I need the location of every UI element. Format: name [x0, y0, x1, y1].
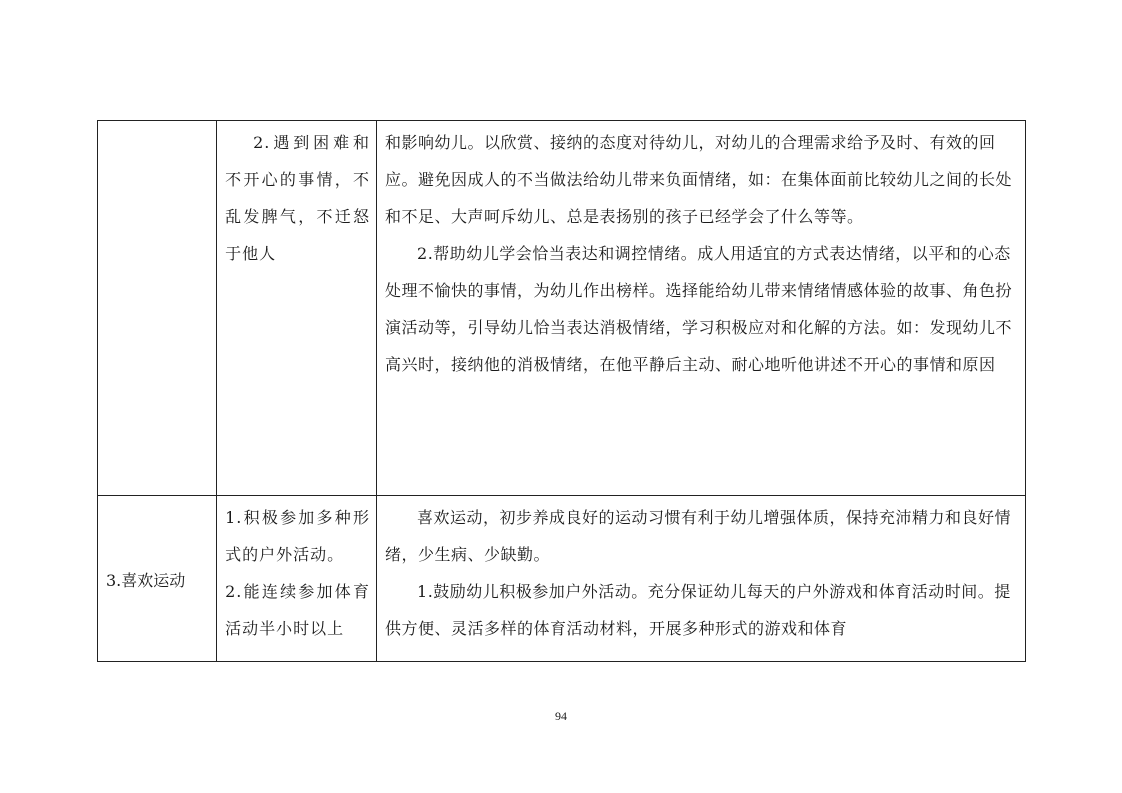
guidance-paragraph: 2.帮助幼儿学会恰当表达和调控情绪。成人用适宜的方式表达情绪，以平和的心态处理不愉快的事情，为幼儿作出榜样。选择能给幼儿带来情绪情感体验的故事、角色扮演活动等，引导幼儿恰当表达消极情绪，学习积极应对和化解的方法。如：发现幼儿不高兴时，接纳他的消极情绪，在他平静后主动、耐心地听他讲述不开心的事情和原因	[385, 244, 1013, 374]
category-cell	[98, 121, 217, 496]
page-number: 94	[555, 709, 567, 723]
goal-line: 于他人	[225, 244, 277, 263]
goal-line: 活动半小时以上	[225, 619, 345, 638]
guidance-paragraph: 喜欢运动，初步养成良好的运动习惯有利于幼儿增强体质，保持充沛精力和良好情绪，少生病、少缺勤。	[385, 508, 1012, 564]
table-row	[98, 121, 1026, 496]
category-cell	[98, 496, 217, 662]
category-label: 3.喜欢运动	[106, 570, 186, 590]
goal-line: 2.能连续参加体育	[225, 582, 371, 601]
table-row	[98, 496, 1026, 662]
guidance-cell	[377, 121, 1026, 496]
goal-cell	[217, 121, 377, 496]
goal-cell	[217, 496, 377, 662]
goal-line: 式的户外活动。	[225, 545, 345, 564]
guidance-paragraph: 1.鼓励幼儿积极参加户外活动。充分保证幼儿每天的户外游戏和体育活动时间。提供方便、灵活多样的体育活动材料，开展多种形式的游戏和体育	[385, 582, 1011, 638]
goal-line: 2.遇到困难和	[253, 133, 371, 152]
content-table	[97, 120, 1026, 662]
goal-line: 1.积极参加多种形	[225, 508, 371, 527]
guidance-paragraph: 和影响幼儿。以欣赏、接纳的态度对待幼儿，对幼儿的合理需求给予及时、有效的回应。避免因成人的不当做法给幼儿带来负面情绪，如：在集体面前比较幼儿之间的长处和不足、大声呵斥幼儿、总是表扬别的孩子已经学会了什么等等。	[385, 133, 1013, 226]
goal-line: 乱发脾气，不迁怒	[225, 207, 371, 226]
guidance-cell	[377, 496, 1026, 662]
goal-line: 不开心的事情，不	[225, 170, 371, 189]
